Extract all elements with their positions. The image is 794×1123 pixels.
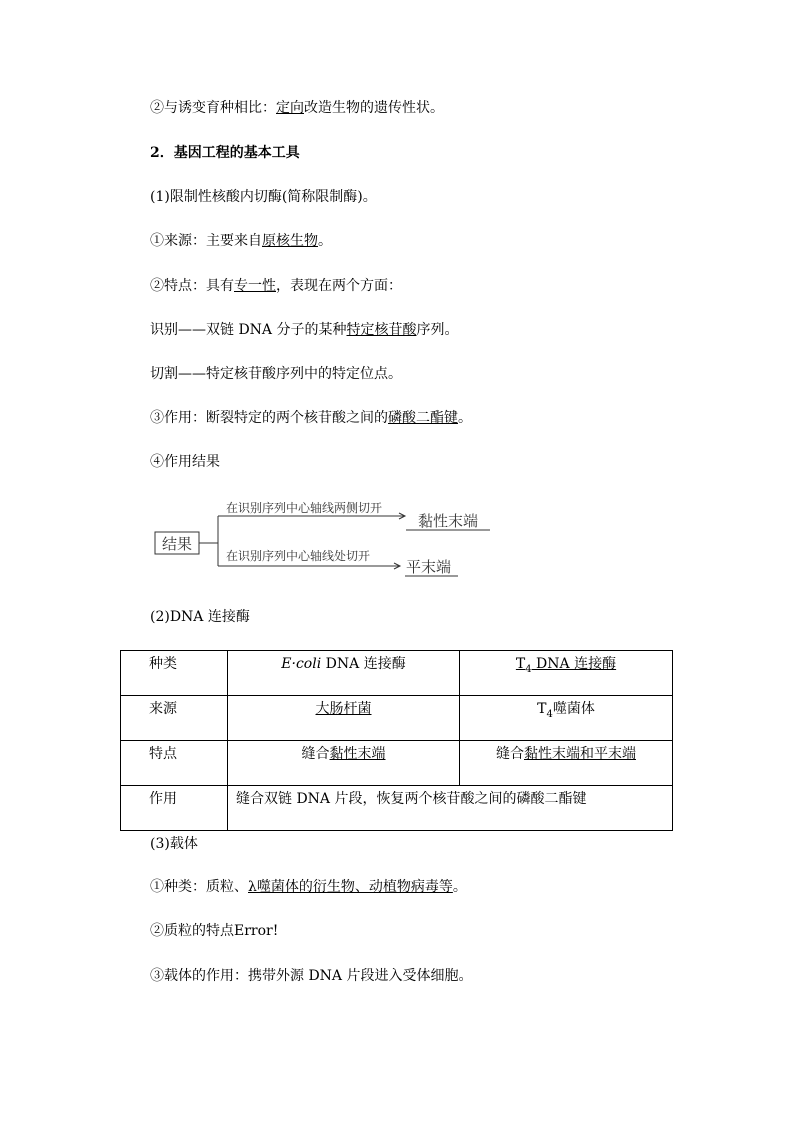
table-cell: 缝合黏性末端 [228,741,460,786]
underlined-answer: 定向 [276,100,304,116]
text-line-cutting: 切割——特定核苷酸序列中的特定位点。 [150,366,402,382]
table-cell: 大肠杆菌 [228,696,460,741]
ligase-table [120,650,673,831]
subsection-ligase: (2)DNA 连接酶 [150,609,250,625]
underlined-answer: 原核生物 [262,233,318,249]
text-line-feature: ②特点：具有专一性，表现在两个方面： [150,278,402,294]
underlined-answer: 特定核苷酸 [346,322,417,338]
row-header: 作用 [121,786,228,831]
row-header: 种类 [121,651,228,696]
text-line-source: ①来源：主要来自原核生物。 [150,233,332,249]
underlined-answer: λ噬菌体的衍生物、动植物病毒等 [248,879,453,895]
subsection-restriction-enzyme: (1)限制性核酸内切酶(简称限制酶)。 [150,189,377,205]
row-header: 特点 [121,741,228,786]
text-line-function: ③作用：断裂特定的两个核苷酸之间的磷酸二酯键。 [150,410,472,426]
text-line-vector-kinds: ①种类：质粒、λ噬菌体的衍生物、动植物病毒等。 [150,879,467,895]
underlined-answer: 磷酸二酯键 [388,410,458,426]
text-line-vector-function: ③载体的作用：携带外源 DNA 片段进入受体细胞。 [150,968,473,984]
row-header: 来源 [121,696,228,741]
text-line-result-title: ④作用结果 [150,454,220,470]
table-cell: $T_4$噬菌体 [460,696,673,741]
table-row [121,741,673,786]
table-row [121,786,673,831]
lower-result: 平末端 [406,558,452,576]
subsection-vector: (3)载体 [150,836,198,852]
section-heading: 2．基因工程的基本工具 [150,145,300,161]
table-cell: 缝合黏性末端和平末端 [460,741,673,786]
table-cell: E·coli DNA 连接酶 [228,651,460,696]
underlined-answer: 专一性 [234,278,276,294]
result-diagram [150,494,510,584]
result-box-label: 结果 [161,535,193,553]
text-line-plasmid: ②质粒的特点Error! [150,923,279,939]
text-line-comparison: ②与诱变育种相比：定向改造生物的遗传性状。 [150,100,444,116]
lower-arrow-label: 在识别序列中心轴线处切开 [226,549,371,563]
upper-result: 黏性末端 [418,512,479,530]
table-cell: 缝合双链 DNA 片段，恢复两个核苷酸之间的磷酸二酯键 [228,786,673,831]
table-row [121,696,673,741]
table-cell: $T_4$ DNA 连接酶 [460,651,673,696]
upper-arrow-label: 在识别序列中心轴线两侧切开 [226,501,383,515]
table-row [121,651,673,696]
text-line-recognition: 识别——双链 DNA 分子的某种特定核苷酸序列。 [150,322,459,338]
